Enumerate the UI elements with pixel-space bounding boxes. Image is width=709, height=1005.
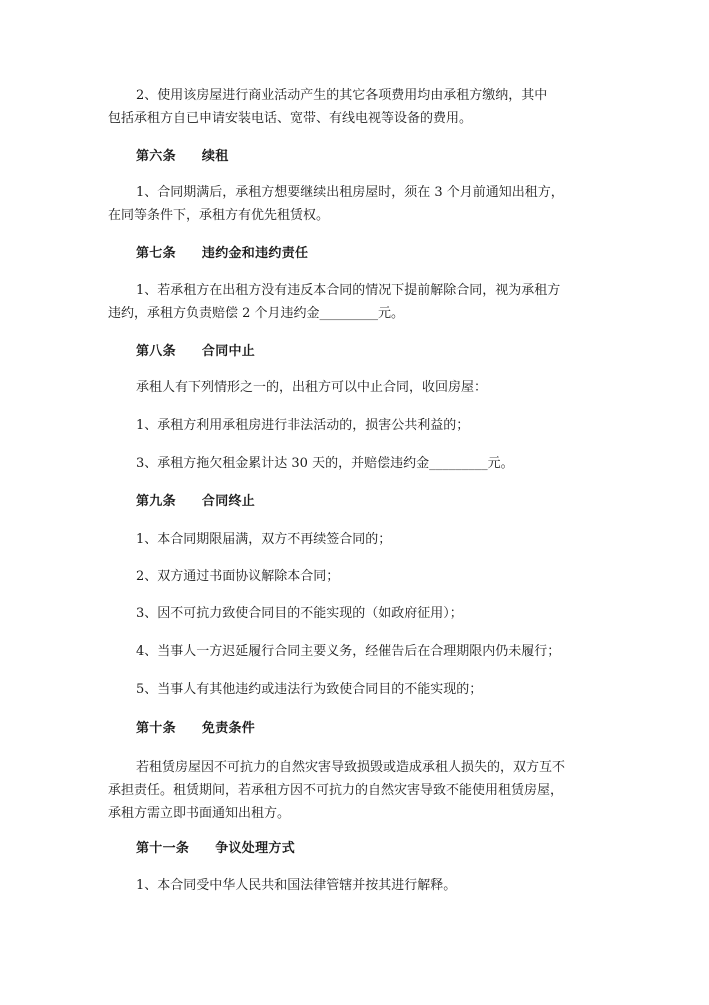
paragraph-line: 1、合同期满后，承租方想要继续出租房屋时，须在 3 个月前通知出租方， — [136, 185, 564, 200]
article-title: 争议处理方式 — [215, 841, 296, 856]
paragraph-line: 承租方需立即书面通知出租方。 — [108, 806, 291, 821]
paragraph-line: 1、本合同受中华人民共和国法律管辖并按其进行解释。 — [136, 878, 457, 893]
article-9-heading — [108, 490, 636, 513]
paragraph-suspension-intro — [108, 376, 608, 399]
paragraph-line: 若租赁房屋因不可抗力的自然灾害导致损毁或造成承租人损失的，双方互不 — [136, 760, 566, 775]
paragraph-suspension-item-1 — [108, 414, 608, 437]
paragraph-termination-item-5 — [108, 678, 608, 701]
article-title: 续租 — [201, 149, 229, 164]
paragraph-penalty — [108, 279, 608, 325]
paragraph-line: 违约，承租方负责赔偿 2 个月违约金_________元。 — [108, 306, 405, 321]
paragraph-fee-clause — [108, 84, 608, 130]
article-number: 第六条 — [136, 149, 176, 164]
paragraph-line: 1、承租方利用承租房进行非法活动的，损害公共利益的； — [136, 418, 470, 433]
paragraph-line: 5、当事人有其他违约或违法行为致使合同目的不能实现的； — [136, 682, 483, 697]
paragraph-dispute — [108, 874, 608, 897]
paragraph-line: 包括承租方自已申请安装电话、宽带、有线电视等设备的费用。 — [108, 111, 473, 126]
article-title: 免责条件 — [201, 721, 256, 736]
paragraph-line: 承租人有下列情形之一的，出租方可以中止合同，收回房屋： — [136, 380, 488, 395]
paragraph-termination-item-4 — [108, 640, 608, 663]
paragraph-termination-item-1 — [108, 528, 608, 551]
article-11-heading — [108, 837, 636, 860]
article-number: 第九条 — [136, 494, 176, 509]
paragraph-line: 1、本合同期限届满，双方不再续签合同的； — [136, 532, 392, 547]
article-number: 第十条 — [136, 721, 176, 736]
paragraph-line: 2、双方通过书面协议解除本合同； — [136, 569, 340, 584]
paragraph-line: 承担责任。租赁期间，若承租方因不可抗力的自然灾害导致不能使用租赁房屋， — [108, 783, 564, 798]
paragraph-suspension-item-3 — [108, 452, 608, 475]
article-7-heading — [108, 242, 636, 265]
paragraph-termination-item-3 — [108, 602, 608, 625]
article-title: 违约金和违约责任 — [201, 246, 309, 261]
article-title: 合同终止 — [201, 494, 256, 509]
paragraph-line: 3、承租方拖欠租金累计达 30 天的，并赔偿违约金_________元。 — [136, 456, 514, 471]
article-number: 第七条 — [136, 246, 176, 261]
article-number: 第八条 — [136, 344, 176, 359]
paragraph-line: 1、若承租方在出租方没有违反本合同的情况下提前解除合同，视为承租方 — [136, 283, 561, 298]
paragraph-renewal — [108, 181, 608, 227]
paragraph-line: 2、使用该房屋进行商业活动产生的其它各项费用均由承租方缴纳，其中 — [136, 88, 548, 103]
article-8-heading — [108, 340, 636, 363]
article-6-heading — [108, 145, 636, 168]
paragraph-termination-item-2 — [108, 565, 608, 588]
article-title: 合同中止 — [201, 344, 256, 359]
paragraph-line: 在同等条件下，承租方有优先租赁权。 — [108, 208, 330, 223]
article-10-heading — [108, 717, 636, 740]
paragraph-line: 4、当事人一方迟延履行合同主要义务，经催告后在合理期限内仍未履行； — [136, 644, 561, 659]
article-number: 第十一条 — [136, 841, 190, 856]
paragraph-line: 3、因不可抗力致使合同目的不能实现的（如政府征用）； — [136, 606, 463, 621]
paragraph-exemption — [108, 756, 608, 825]
